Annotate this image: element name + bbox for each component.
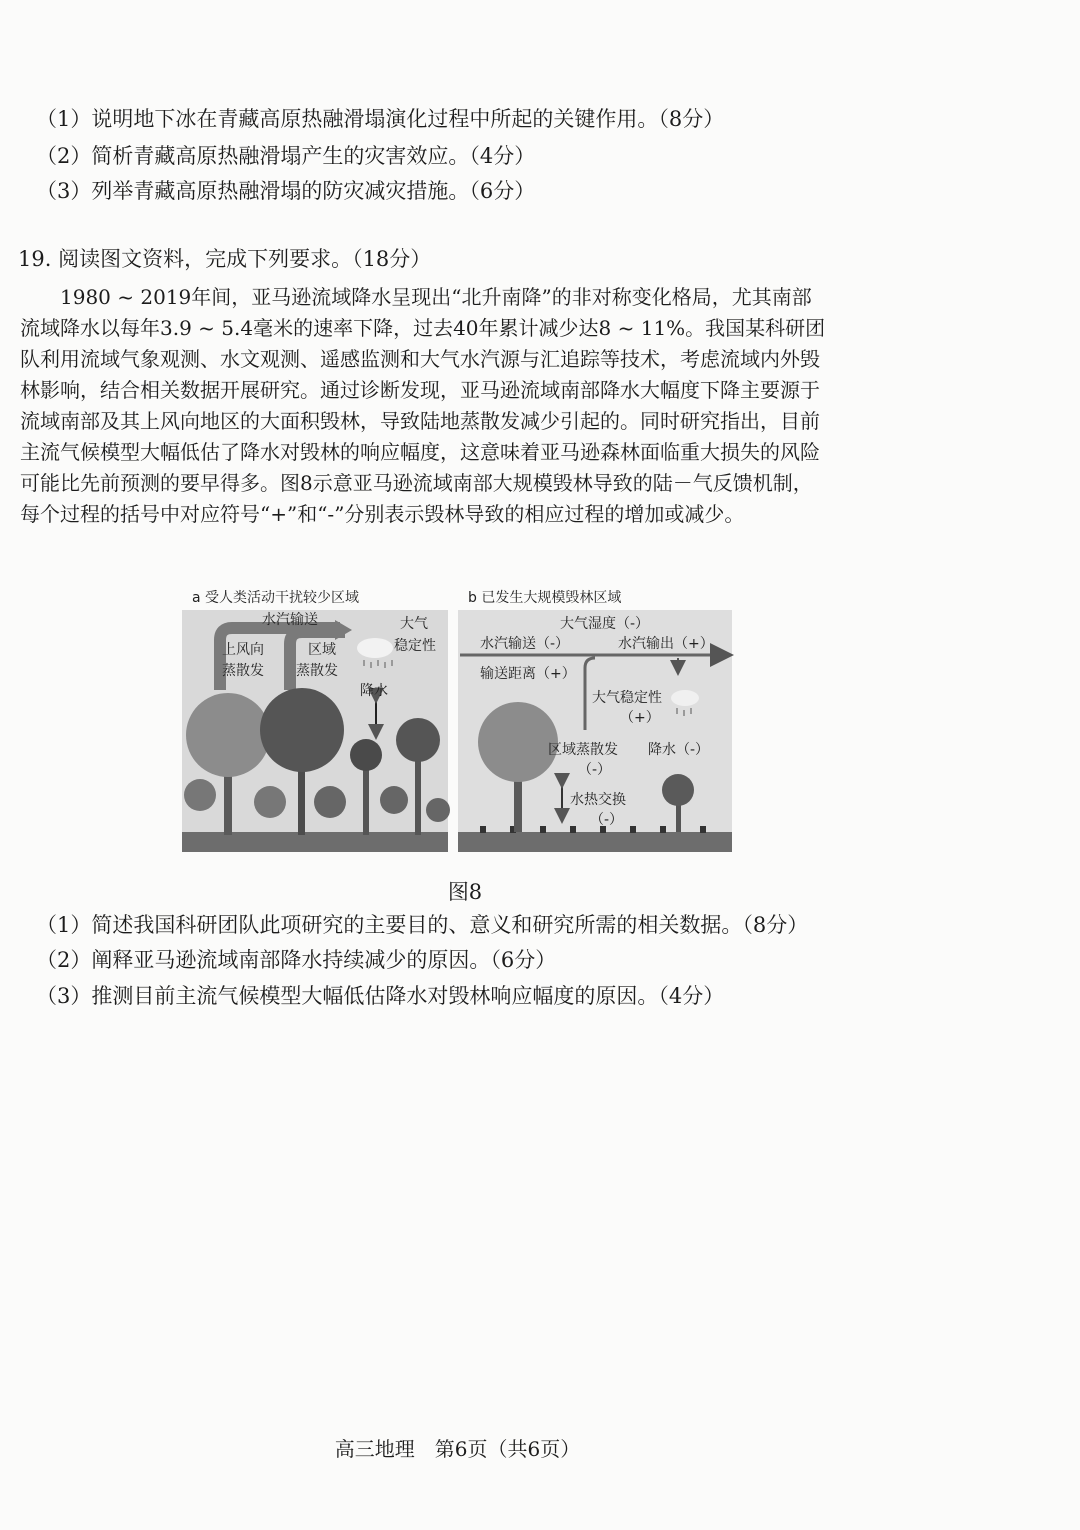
cloud-icon — [357, 638, 393, 658]
panel-a — [182, 589, 450, 852]
passage-line: 主流气候模型大幅低估了降水对毁林的响应幅度，这意味着亚马逊森林面临重大损失的风险 — [20, 440, 820, 464]
upwind-label-1: 上风向 — [222, 642, 264, 658]
stability-sign: （+） — [620, 710, 660, 726]
panel-a-ground — [182, 832, 448, 852]
precip-b-label: 降水（-） — [648, 742, 710, 758]
cloud-icon-b — [671, 690, 699, 706]
panel-a-title: a 受人类活动干扰较少区域 — [192, 590, 360, 606]
vapor-out-label: 水汽输出（+） — [618, 636, 714, 652]
stability-label-1: 大气 — [400, 616, 428, 632]
exchange-label: 水热交换 — [570, 792, 626, 808]
panel-b-title: b 已发生大规模毁林区域 — [468, 590, 622, 606]
stability-label: 大气稳定性 — [592, 690, 662, 706]
panel-b — [458, 589, 732, 852]
humidity-label: 大气湿度（-） — [560, 616, 650, 632]
prev-question-2: （2）简析青藏高原热融滑塌产生的灾害效应。（4分） — [36, 144, 536, 168]
passage-line: 每个过程的括号中对应符号“+”和“-”分别表示毁林导致的相应过程的增加或减少。 — [20, 502, 745, 526]
stability-label-2: 稳定性 — [394, 638, 436, 654]
page-footer: 高三地理 第6页（共6页） — [334, 1437, 581, 1461]
water-vapor-label: 水汽输送 — [262, 612, 318, 628]
small-tree-crown — [662, 774, 694, 806]
passage-line: 流域降水以每年3.9 ~ 5.4毫米的速率下降，过去40年累计减少达8 ~ 11%。我国某科研团 — [20, 316, 826, 340]
passage-line: 可能比先前预测的要早得多。图8示意亚马逊流域南部大规模毁林导致的陆－气反馈机制， — [20, 471, 813, 495]
question-19-part-2: （2）阐释亚马逊流域南部降水持续减少的原因。（6分） — [36, 948, 557, 972]
question-19-part-3: （3）推测目前主流气候模型大幅低估降水对毁林响应幅度的原因。（4分） — [36, 984, 725, 1008]
upwind-label-2: 蒸散发 — [222, 663, 264, 679]
remaining-tree-crown — [478, 702, 558, 782]
passage-line: 林影响，结合相关数据开展研究。通过诊断发现，亚马逊流域南部降水大幅度下降主要源于 — [20, 378, 820, 402]
regional-label-1: 区域 — [308, 642, 336, 658]
figure-8 — [180, 580, 740, 860]
panel-b-ground — [458, 832, 732, 852]
vapor-in-label: 水汽输送（-） — [480, 636, 570, 652]
question-19-heading: 19. 阅读图文资料，完成下列要求。（18分） — [18, 247, 432, 271]
passage-line: 1980 ~ 2019年间，亚马逊流域降水呈现出“北升南降”的非对称变化格局，尤其南部 — [60, 285, 812, 309]
distance-label: 输送距离（+） — [480, 666, 576, 682]
prev-question-3: （3）列举青藏高原热融滑塌的防灾减灾措施。（6分） — [36, 179, 536, 203]
question-19-passage — [20, 282, 1065, 530]
passage-line: 流域南部及其上风向地区的大面积毁林，导致陆地蒸散发减少引起的。同时研究指出，目前 — [20, 409, 820, 433]
evap-label: 区域蒸散发 — [548, 742, 618, 758]
evap-sign: （-） — [578, 762, 612, 778]
precip-label: 降水 — [360, 683, 388, 699]
exchange-sign: （-） — [590, 812, 624, 828]
figure-caption: 图8 — [447, 880, 483, 904]
regional-label-2: 蒸散发 — [296, 663, 338, 679]
passage-line: 队利用流域气象观测、水文观测、遥感监测和大气水汽源与汇追踪等技术，考虑流域内外毁 — [20, 347, 820, 371]
prev-question-1: （1）说明地下冰在青藏高原热融滑塌演化过程中所起的关键作用。（8分） — [36, 107, 725, 131]
question-19-part-1: （1）简述我国科研团队此项研究的主要目的、意义和研究所需的相关数据。（8分） — [36, 913, 809, 937]
